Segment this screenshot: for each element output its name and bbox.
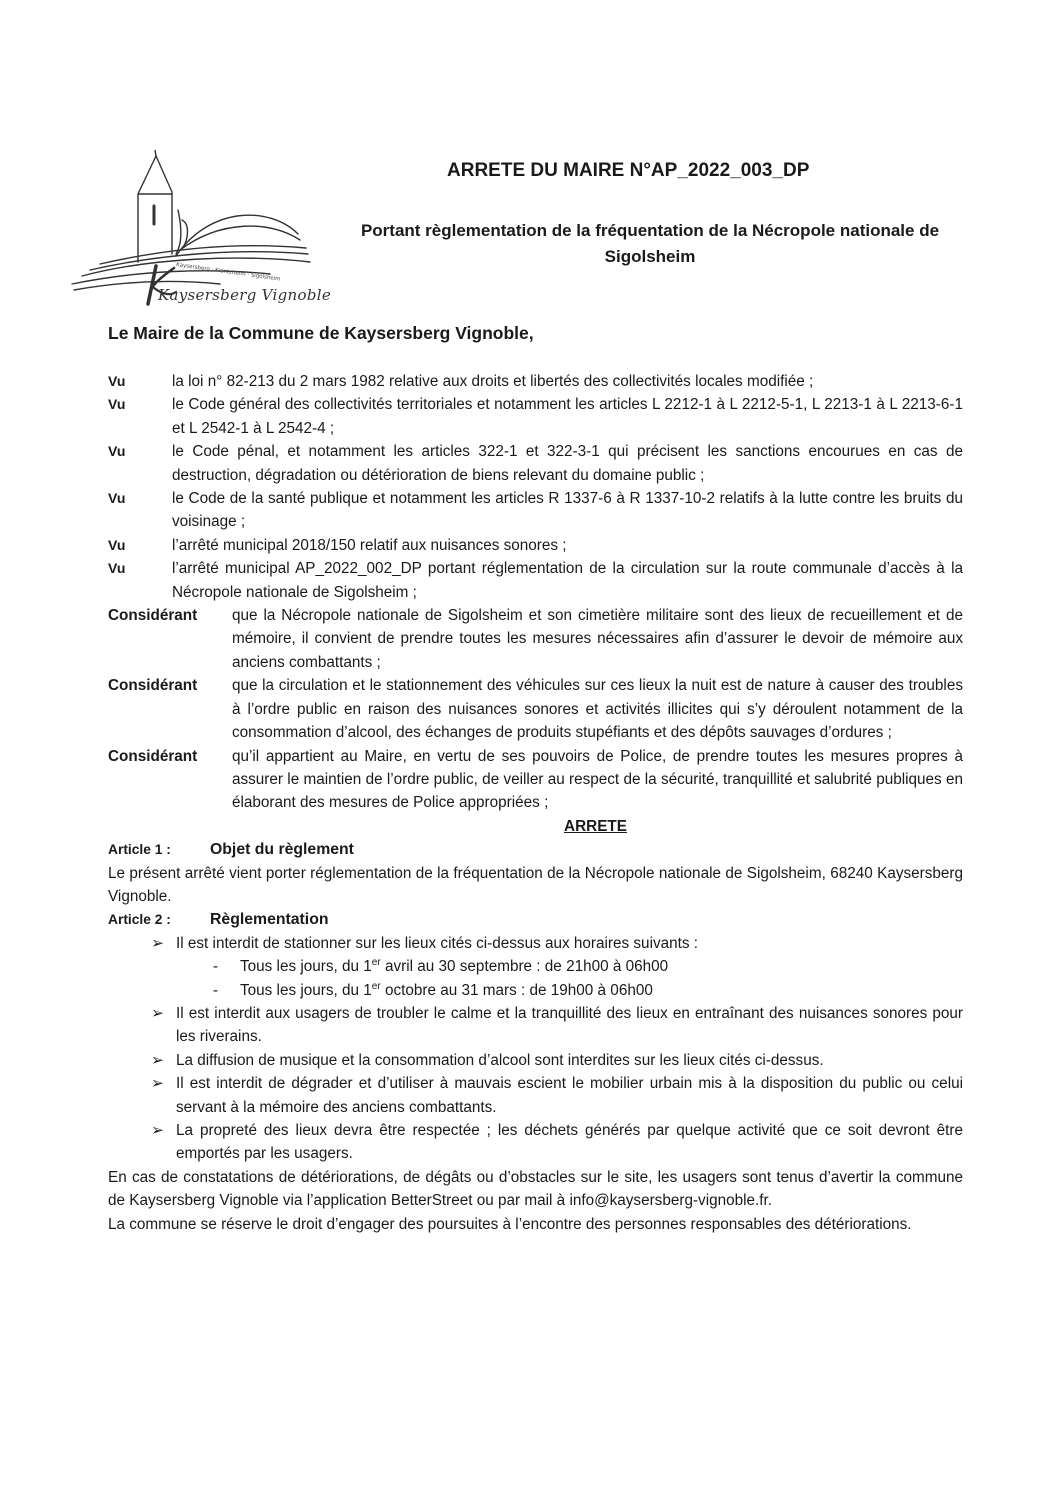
vu-text: la loi n° 82-213 du 2 mars 1982 relative aux droits et libertés des collectivités locales modifiée ; — [172, 373, 814, 390]
hours-text-b: octobre au 31 mars : de 19h00 à 06h00 — [380, 981, 653, 999]
arrow-bullet-icon: ➢ — [151, 1051, 164, 1069]
considerant-clause — [108, 674, 963, 744]
vu-label: Vu — [108, 560, 126, 577]
considerant-label: Considérant — [108, 747, 198, 765]
rule-item — [108, 1119, 963, 1166]
vu-text: l’arrêté municipal AP_2022_002_DP portant réglementation de la circulation sur la route communale d’accès à la Nécropole nationale de Sigolsheim ; — [172, 560, 963, 601]
vu-clause — [108, 393, 963, 440]
parking-hours-list — [108, 955, 963, 1002]
arrete-heading: ARRETE — [564, 817, 627, 835]
arrow-bullet-icon: ➢ — [151, 1004, 164, 1022]
parking-hours-item — [108, 979, 963, 1002]
vu-label: Vu — [108, 373, 126, 389]
vu-clause — [108, 440, 963, 487]
article-1-heading — [108, 838, 963, 861]
hours-text-a: Tous les jours, du 1 — [240, 958, 372, 976]
rule-text: La diffusion de musique et la consommation d’alcool sont interdites sur les lieux cités ci-dessus. — [176, 1051, 824, 1069]
rule-text: Il est interdit de stationner sur les lieux cités ci-dessus aux horaires suivants : — [176, 934, 699, 952]
hours-text-b: avril au 30 septembre : de 21h00 à 06h00 — [380, 958, 669, 976]
logo-subtext: Kaysersberg · Kientzheim · Sigolsheim — [175, 262, 281, 283]
ordinal-sup: er — [371, 980, 381, 992]
considerant-clause — [108, 745, 963, 815]
considerant-text: que la Nécropole nationale de Sigolsheim et son cimetière militaire sont des lieux de recueillement et de mémoire, il convient de prendre toutes les mesures nécessaires afin d’assurer le devoir de mémoire aux anciens combattants ; — [232, 607, 963, 671]
hours-text-a: Tous les jours, du 1 — [240, 981, 372, 999]
vu-label: Vu — [108, 536, 126, 553]
dash-bullet: - — [212, 958, 218, 976]
article-1-title: Objet du règlement — [210, 841, 354, 859]
mayor-line: Le Maire de la Commune de Kaysersberg Vignoble, — [108, 323, 534, 343]
vu-label: Vu — [108, 490, 126, 507]
rule-text: Il est interdit aux usagers de troubler le calme et la tranquillité des lieux en entraînant des nuisances sonores pour les riverains. — [176, 1004, 963, 1046]
vu-clause — [108, 557, 963, 604]
closing-paragraph: La commune se réserve le droit d’engager des poursuites à l’encontre des personnes responsables des détériorations. — [108, 1215, 912, 1233]
considerant-label: Considérant — [108, 677, 198, 695]
vu-label: Vu — [108, 396, 126, 413]
logo-name: Kaysersberg Vignoble — [158, 286, 332, 304]
arrow-bullet-icon: ➢ — [151, 1122, 164, 1139]
considerant-text: que la circulation et le stationnement des véhicules sur ces lieux la nuit est de nature à causer des troubles à l’ordre public en raison des nuisances sonores et activités illicites qui s’y déroulent notamment de la consommation d’alcool, des échanges de produits stupéfiants et des dépôts sauvages d’ordures ; — [232, 677, 963, 742]
considerant-text: qu’il appartient au Maire, en vertu de ses pouvoirs de Police, de prendre toutes les mesures propres à assurer le maintien de l’ordre public, de veiller au respect de la sécurité, tranquillité et salubrité publiques en élaborant des mesures de Police appropriées ; — [232, 747, 963, 812]
parking-hours-text — [240, 979, 653, 1002]
rule-text: Il est interdit de dégrader et d’utiliser à mauvais escient le mobilier urbain mis à la disposition du public ou celui servant à la mémoire des anciens combattants. — [176, 1075, 963, 1116]
parking-hours-text — [240, 955, 668, 978]
rule-item — [108, 1049, 963, 1072]
vu-text: le Code général des collectivités territoriales et notamment les articles L 2212-1 à L 2212-5-1, L 2213-1 à L 2213-6-1 et L 2542-1 à L 2542-4 ; — [172, 396, 963, 437]
decree-title: ARRETE DU MAIRE N°AP_2022_003_DP — [447, 160, 810, 181]
arrow-bullet-icon: ➢ — [151, 934, 164, 952]
vu-text: l’arrêté municipal 2018/150 relatif aux nuisances sonores ; — [172, 536, 567, 554]
decree-subtitle: Portant règlementation de la fréquentation de la Nécropole nationale de Sigolsheim — [360, 221, 940, 266]
rule-item — [108, 932, 963, 955]
vu-clause — [108, 534, 963, 557]
considerant-label: Considérant — [108, 607, 198, 625]
rule-text: La propreté des lieux devra être respectée ; les déchets générés par quelque activité que ce soit devront être emportés par les usagers. — [176, 1122, 963, 1163]
vu-clause — [108, 370, 963, 393]
commune-logo — [70, 150, 332, 310]
ordinal-sup: er — [371, 957, 381, 969]
parking-hours-item — [108, 955, 963, 978]
dash-bullet: - — [212, 981, 218, 999]
vu-text: le Code de la santé publique et notamment les articles R 1337-6 à R 1337-10-2 relatifs à la lutte contre les bruits du voisinage ; — [172, 490, 963, 531]
rule-item — [108, 1002, 963, 1049]
article-2-label: Article 2 : — [108, 912, 171, 928]
closing-paragraph: En cas de constatations de détériorations, de dégâts ou d’obstacles sur le site, les usagers sont tenus d’avertir la commune de Kaysersberg Vignoble via l’application BetterStreet ou par mail à info@kaysersberg-vignoble.fr. — [108, 1168, 963, 1210]
article-1-label: Article 1 : — [108, 842, 171, 858]
vu-clause — [108, 487, 963, 534]
decree-body — [108, 370, 963, 1236]
article-2-title: Règlementation — [210, 911, 329, 929]
article-2-heading — [108, 908, 963, 931]
article-1-text: Le présent arrêté vient porter réglementation de la fréquentation de la Nécropole nationale de Sigolsheim, 68240 Kaysersberg Vignoble. — [108, 864, 963, 905]
rules-list — [108, 1002, 963, 1166]
rules-list — [108, 932, 963, 955]
arrow-bullet-icon: ➢ — [151, 1075, 164, 1093]
vu-label: Vu — [108, 443, 126, 460]
considerant-clause — [108, 604, 963, 674]
rule-item — [108, 1072, 963, 1119]
vu-text: le Code pénal, et notamment les articles 322-1 et 322-3-1 qui précisent les sanctions encourues en cas de destruction, dégradation ou détérioration de biens relevant du domaine public ; — [172, 443, 963, 484]
